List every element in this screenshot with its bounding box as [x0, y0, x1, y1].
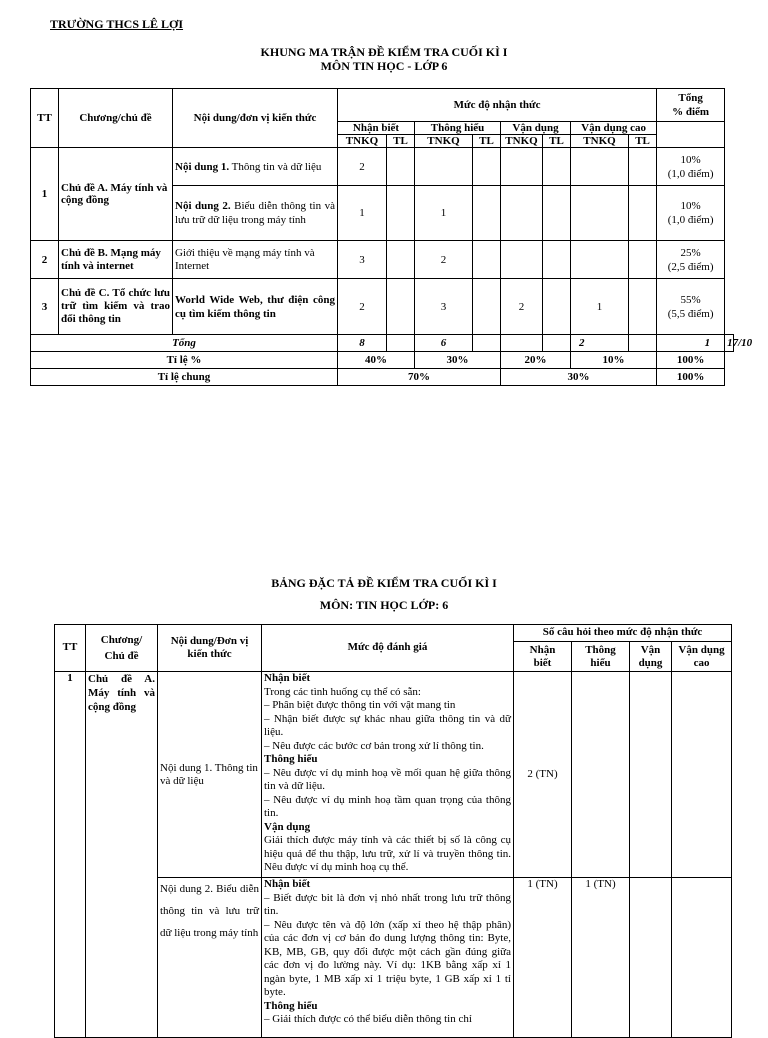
cell-total: 10% (1,0 điểm) — [657, 148, 725, 186]
cell-total: 25% (2,5 điểm) — [657, 241, 725, 279]
eval-line: Giải thích được máy tính và các thiết bị số là công cụ hiệu quả để thu thập, lưu trữ, xử lí và truyền thông tin. Nêu được ví dụ minh hoạ cụ thể. — [264, 834, 511, 873]
spec-row-eval — [262, 672, 514, 878]
cell-total: 55% (5,5 điểm) — [657, 279, 725, 335]
row-tt: 1 — [31, 148, 59, 241]
matrix-subtitle: MÔN TIN HỌC - LỚP 6 — [320, 59, 448, 73]
row-content — [173, 186, 338, 241]
row-tt: 2 — [31, 241, 59, 279]
spec-header-tt: TT — [55, 625, 86, 672]
cell-th: 2 — [415, 241, 473, 279]
header-type: TNKQ — [571, 135, 629, 148]
row-chapter: Chủ đề C. Tổ chức lưu trữ tìm kiếm và trao đổi thông tin — [59, 279, 173, 335]
eval-line: – Nêu được ví dụ minh hoạ tầm quan trọng của thông tin. — [264, 793, 511, 819]
general-total: 100% — [657, 369, 725, 386]
row-chapter: Chủ đề B. Mạng máy tính và internet — [59, 241, 173, 279]
cell-nb: 2 — [338, 279, 387, 335]
header-type: TL — [629, 135, 657, 148]
header-type: TNKQ — [501, 135, 543, 148]
spec-header-level: Thông hiểu — [572, 642, 630, 672]
spec-row-chapter: Chủ đề A. Máy tính và cộng đồng — [86, 672, 158, 1038]
header-type: TNKQ — [338, 135, 387, 148]
general-label: Tỉ lệ chung — [31, 369, 338, 386]
cell-total: 10% (1,0 điểm) — [657, 186, 725, 241]
school-name: TRƯỜNG THCS LÊ LỢI — [50, 17, 184, 31]
sum-nb: 8 — [338, 335, 387, 352]
sum-vd: 2 — [571, 335, 629, 352]
content-label: Nội dung 1. — [175, 160, 230, 173]
content-text: Thông tin và dữ liệu — [229, 160, 322, 173]
spec-header-chapter: Chương/ Chủ đề — [86, 625, 158, 672]
spec-row-content: Nội dung 2. Biểu diễn thông tin và lưu trữ dữ liệu trong máy tính — [158, 878, 262, 1038]
sum-total: 17/10 — [725, 335, 734, 352]
spec-header-level: Vận dụng — [630, 642, 672, 672]
row-content: Giới thiệu về mạng máy tính và Internet — [173, 241, 338, 279]
header-content: Nội dung/đơn vị kiến thức — [173, 89, 338, 148]
eval-level-title: Vận dụng — [264, 820, 311, 833]
spec-header-level: Nhận biết — [514, 642, 572, 672]
spec-subtitle: MÔN: TIN HỌC LỚP: 6 — [319, 598, 449, 612]
eval-line: – Biết được bit là đơn vị nhỏ nhất trong lưu trữ thông tin. — [264, 891, 511, 917]
content-text: Biểu diễn thông tin và lưu trữ dữ liệu trong máy tính — [175, 200, 335, 226]
cell-th: 1 — [415, 186, 473, 241]
header-level-vdc: Vận dụng cao — [571, 122, 657, 135]
row-content — [173, 148, 338, 186]
eval-line: – Giải thích được có thể biểu diễn thông tin chỉ — [264, 1013, 472, 1025]
header-level-vd: Vận dụng — [501, 122, 571, 135]
header-level-th: Thông hiểu — [415, 122, 501, 135]
matrix-title-block — [0, 45, 768, 73]
sum-th: 6 — [415, 335, 473, 352]
general-a: 70% — [338, 369, 501, 386]
eval-level-title: Nhận biết — [264, 672, 311, 684]
eval-line: – Nêu được các bước cơ bản trong xử lí thông tin. — [264, 739, 484, 752]
spec-row-tt: 1 — [55, 672, 86, 1038]
spec-cell-th: 1 (TN) — [572, 878, 630, 1038]
spec-row-eval — [262, 878, 514, 1038]
cell-th: 3 — [415, 279, 473, 335]
eval-line: – Nêu được ví dụ minh hoạ về mối quan hệ giữa thông tin và dữ liệu. — [264, 766, 511, 792]
cell-vdc: 1 — [571, 279, 629, 335]
cell-nb: 1 — [338, 186, 387, 241]
spec-table — [54, 624, 732, 1038]
eval-level-title: Thông hiểu — [264, 753, 318, 765]
ratio-vd: 20% — [501, 352, 571, 369]
matrix-table — [30, 88, 753, 386]
cell-nb: 3 — [338, 241, 387, 279]
cell-nb: 2 — [338, 148, 387, 186]
sum-label: Tổng — [31, 335, 338, 352]
general-b: 30% — [501, 369, 657, 386]
row-tt: 3 — [31, 279, 59, 335]
ratio-nb: 40% — [338, 352, 415, 369]
eval-level-title: Thông hiểu — [264, 999, 318, 1012]
header-type: TNKQ — [415, 135, 473, 148]
spec-header-eval: Mức độ đánh giá — [262, 625, 514, 672]
header-total: Tổng % điểm — [657, 89, 725, 122]
matrix-title: KHUNG MA TRẬN ĐỀ KIỂM TRA CUỐI KÌ I — [260, 45, 508, 59]
eval-line: – Phân biệt được thông tin với vật mang tin — [264, 699, 456, 711]
eval-line: Trong các tình huống cụ thể có sẵn: — [264, 685, 421, 698]
eval-level-title: Nhận biết — [264, 878, 311, 890]
cell-vd: 2 — [501, 279, 543, 335]
ratio-th: 30% — [415, 352, 501, 369]
header-level: Mức độ nhận thức — [338, 89, 657, 122]
header-tt: TT — [31, 89, 59, 148]
spec-cell-nb: 1 (TN) — [514, 878, 572, 1038]
content-label: Nội dung 2. — [175, 200, 231, 212]
ratio-vdc: 10% — [571, 352, 657, 369]
spec-cell-nb: 2 (TN) — [514, 672, 572, 878]
ratio-label: Tỉ lệ % — [31, 352, 338, 369]
eval-line: – Nhận biết được sự khác nhau giữa thông tin và dữ liệu. — [264, 712, 511, 738]
sum-vdc: 1 — [657, 335, 725, 352]
header-type: TL — [387, 135, 415, 148]
header-level-nb: Nhận biết — [338, 122, 415, 135]
header-chapter: Chương/chủ đề — [59, 89, 173, 148]
row-chapter: Chủ đề A. Máy tính và cộng đồng — [59, 148, 173, 241]
ratio-total: 100% — [657, 352, 725, 369]
header-total-blank — [657, 122, 725, 148]
header-type: TL — [473, 135, 501, 148]
spec-header-content: Nội dung/Đơn vị kiến thức — [158, 625, 262, 672]
row-content: World Wide Web, thư điện công cụ tìm kiếm thông tin — [173, 279, 338, 335]
header-type: TL — [543, 135, 571, 148]
eval-line: – Nêu được tên và độ lớn (xấp xỉ theo hệ thập phân) của các đơn vị cơ bản đo dung lượng thông tin: Byte, KB, MB, GB, quy đổi được một cách gần đúng giữa các đơn vị đo lường này. Ví dụ: 1KB bằng xấp xỉ 1 ngàn byte, 1 MB xấp xỉ 1 triệu byte, 1 GB xấp xỉ 1 tỉ byte. — [264, 918, 511, 998]
spec-header-level: Vận dụng cao — [672, 642, 732, 672]
spec-title: BẢNG ĐẶC TẢ ĐỀ KIỂM TRA CUỐI KÌ I — [271, 576, 497, 590]
spec-header-count: Số câu hỏi theo mức độ nhận thức — [514, 625, 732, 642]
spec-row-content: Nội dung 1. Thông tin và dữ liệu — [158, 672, 262, 878]
